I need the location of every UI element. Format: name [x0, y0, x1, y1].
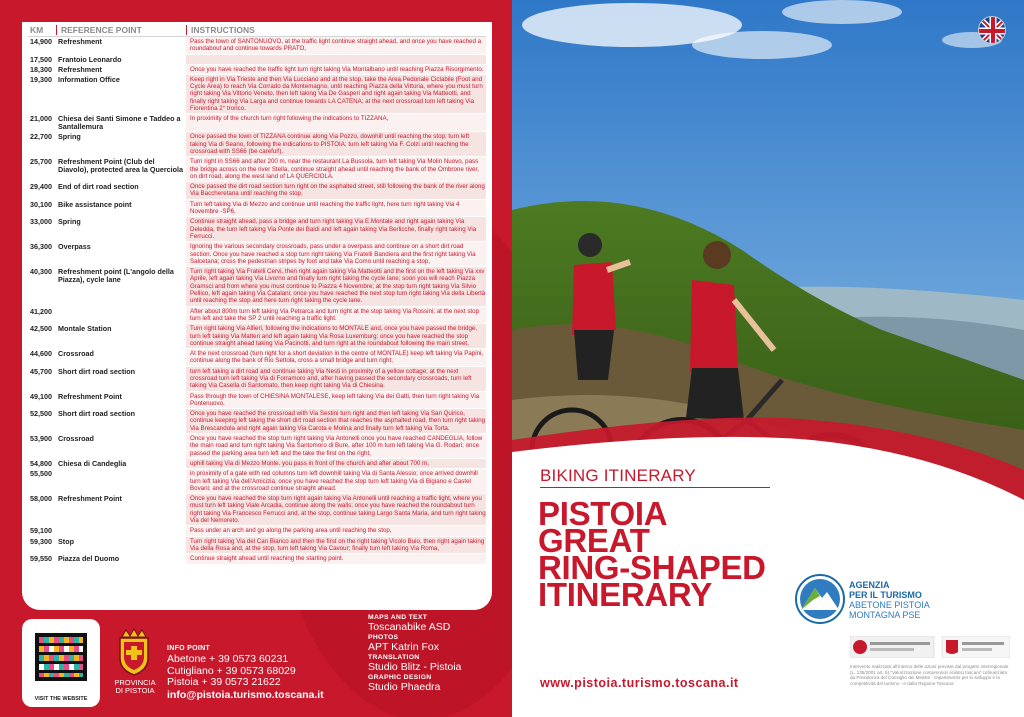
cell-instructions: Once you have reached the stop turn right again taking Via Antonelli until reaching a traffic light, where you must turn left taking Viale Arcadia, continue along the walls; once you have reached the roundabout turn right taking Via Francesco Ferrucci and, at the stop, continue taking Largo Santa Maria, and turn right taking Via del Nemoreto. — [186, 494, 486, 525]
cell-km: 59,100 — [30, 526, 52, 536]
fine-print: Intervento realizzato all'interno delle azioni previste dal progetto interregionale (L. 135/2001 art. 5) "Valorizzazione comprensori sciistici toscani" cofinanziato da Presidenza del Consiglio dei Ministri - Dipartimento per lo sviluppo e la competitività del turismo - e dalla Regione Toscana — [850, 664, 1009, 686]
cell-instructions: turn left taking a dirt road and continue taking Via Nesti in proximity of a yellow cottage; at the next crossroad turn left taking Via di Forramoro and, after having passed the secondary crossroads, turn left taking Via Casella di Santomato, then keep right taking Via di Chiesina. — [186, 367, 486, 391]
table-row — [28, 132, 486, 157]
table-row — [28, 324, 486, 349]
table-row — [28, 349, 486, 367]
cell-km: 29,400 — [30, 182, 52, 192]
partner-logos — [850, 636, 1010, 658]
credit-heading: TRANSLATION — [368, 654, 420, 661]
cell-km: 22,700 — [30, 132, 52, 142]
table-row — [28, 469, 486, 494]
cell-km: 18,300 — [30, 64, 52, 74]
info-phone-abetone: Abetone + 39 0573 60231 — [167, 653, 289, 665]
table-row — [28, 526, 486, 536]
table-row — [28, 267, 486, 306]
cell-reference: Refreshment Point — [58, 494, 122, 504]
header-instructions: INSTRUCTIONS — [186, 25, 486, 35]
cell-instructions: Once passed the dirt road section turn right on the asphalted street, still following the bank of the river along Via Baccheretana until reaching the stop, — [186, 182, 486, 199]
cell-reference: Spring — [58, 217, 81, 227]
table-row — [28, 554, 486, 564]
cell-instructions: uphill taking Via di Mezzo Monte, you pass in front of the church and after about 700 m, — [186, 459, 486, 468]
agency-mountain-logo-icon — [795, 574, 845, 624]
website-link[interactable]: www.pistoia.turismo.toscana.it — [540, 676, 739, 690]
cell-reference: Short dirt road section — [58, 409, 136, 419]
credit-value: Studio Phaedra — [368, 681, 441, 693]
table-body — [28, 37, 486, 565]
table-row — [28, 459, 486, 469]
info-phone-cutigliano: Cutigliano + 39 0573 68029 — [167, 664, 296, 677]
cell-reference: Refreshment — [58, 37, 102, 46]
qr-label: VISIT THE WEBSITE — [34, 696, 88, 702]
cell-km: 53,900 — [30, 434, 52, 444]
cell-instructions: Ignoring the various secondary crossroads, pass under a overpass and continue on a short dirt road section. Once you have reached a stop turn right taking Via Fratelli Bandiera and the first right taking Via Salcetana; cross the pedestrian stripes by foot and take Via Como until reaching a stop, — [186, 242, 486, 266]
table-row — [28, 537, 486, 555]
cell-reference: Refreshment Point — [58, 391, 122, 401]
cell-instructions: Once you have reached the crossroad with Via Sestini turn right and then left taking Via San Quirico, continue keeping left taking the short dirt road section that reaches the asphalted road, then turn right taking Via Brescandola and right again taking Via Carota e Molina and finally turn left taking Via Torta. — [186, 409, 486, 433]
credit-heading: MAPS AND TEXT — [368, 614, 428, 621]
cell-instructions: At the next crossroad (turn right for a short deviation in the centre of MONTALE) keep left taking Via Papini, continue along the bank of Rio Settola, cross a small bridge and turn right, — [186, 349, 486, 366]
qr-code-icon — [35, 633, 87, 681]
cell-reference: Piazza del Duomo — [58, 554, 120, 564]
cell-km: 49,100 — [30, 391, 52, 401]
credit-heading: GRAPHIC DESIGN — [368, 674, 432, 681]
header-reference: REFERENCE POINT — [56, 25, 186, 35]
table-row — [28, 242, 486, 267]
cell-km: 17,500 — [30, 54, 52, 64]
cell-km: 59,300 — [30, 536, 52, 546]
cell-reference: Information Office — [58, 74, 120, 84]
cell-instructions: Turn right taking Via del Can Bianco and then the first on the right taking Vicolo Buio, then right again taking Via della Rosa and, at the stop, turn left taking Via Cavour; finally turn left taking Via Roma, — [186, 537, 486, 554]
cell-instructions: Once you have reached the traffic light turn right taking Via Montalbano until reaching Piazza Risorgimento. — [186, 65, 486, 74]
cell-km: 19,300 — [30, 74, 52, 84]
cell-instructions: Turn right taking Via Alfieri, following the indications to MONTALE and, once you have passed the bridge, turn left taking Via Matteri and left again taking Via Rosa Luxemburg; once you have reached the stop continue straight ahead taking Via Pacinotti, and turn right at the roundabout following the main street, — [186, 324, 486, 348]
table-row — [28, 200, 486, 218]
cell-reference — [56, 526, 186, 535]
table-row — [28, 182, 486, 200]
cell-reference: Refreshment Point (Club del Diavolo), protected area la Querciola — [58, 157, 184, 175]
cell-instructions: In proximity of the church turn right following the indications to TIZZANA, — [186, 114, 486, 131]
cell-km: 44,600 — [30, 349, 52, 359]
table-row — [28, 65, 486, 75]
cell-km: 14,900 — [30, 37, 52, 46]
cell-reference: Refreshment point (L'angolo della Piazza), cycle lane — [58, 267, 174, 285]
cell-km: 36,300 — [30, 242, 52, 252]
cover-subtitle: BIKING ITINERARY — [540, 466, 696, 485]
cell-instructions: Turn right taking Via Fratelli Cervi, then right again taking Via Matteotti and the first on the left taking Via xxv Aprile, left again taking Via Livorno and finally turn right taking the cycle lane; soon you will reach Piazza Gramsci and from where you must continue to Piazza 4 Novembre; at the stop turn right taking Via Silvio Pellico, left again taking Via Catalani; once you have reached the next stop turn right taking Via della Libertà until reaching the stop and here turn right taking the cycle lane. — [186, 267, 486, 305]
cell-km: 25,700 — [30, 157, 52, 167]
cell-km: 45,700 — [30, 366, 52, 376]
cell-km: 42,500 — [30, 324, 52, 334]
info-phone-pistoia: Pistoia + 39 0573 21622 — [167, 676, 281, 688]
subtitle-rule — [540, 487, 770, 488]
province-label: PROVINCIA DI PISTOIA — [114, 678, 156, 695]
table-row — [28, 157, 486, 182]
credit-value: Studio Blitz - Pistoia — [368, 661, 462, 673]
cell-reference — [56, 469, 186, 493]
cover-title: PISTOIA GREAT RING-SHAPED ITINERARY — [538, 495, 766, 613]
cell-reference: Chiesa dei Santi Simone e Taddeo a Santallemura — [58, 114, 181, 132]
cell-reference: Spring — [58, 132, 81, 142]
cell-instructions: Pass through the town of CHIESINA MONTALESE, keep left taking Via dei Gatti, then turn right taking Via Pontenuovo. — [186, 392, 486, 409]
credit-heading: PHOTOS — [368, 634, 399, 641]
itinerary-table — [22, 22, 492, 610]
cell-instructions: Pass under an arch and go along the parking area until reaching the stop, — [186, 526, 486, 535]
cell-reference: Bike assistance point — [58, 199, 132, 209]
cell-km: 40,300 — [30, 267, 52, 277]
table-row — [28, 307, 486, 325]
cell-reference — [56, 307, 186, 324]
cell-km: 54,800 — [30, 458, 52, 468]
table-row — [28, 434, 486, 459]
cell-instructions: Keep right in Via Trieste and then Via Lucciano and at the stop, take the Area Pedonale Ciclabile (Foot and Cycle Area) to reach Via Corrado da Montemagno, until reaching Piazza della Vittoria, where you must turn right taking Via Vittorio Veneto, then left taking Via De Gasperi and right again taking Via Matteotti, and finally right taking Via Larga and continue towards LA CATENA; at the next crossroad turn left taking Via Fiorentina 2° tronco. — [186, 75, 486, 113]
cell-km: 55,500 — [30, 469, 52, 479]
table-header — [28, 24, 486, 37]
cell-reference: Overpass — [58, 242, 91, 252]
cell-km: 30,100 — [30, 199, 52, 209]
cell-km: 21,000 — [30, 114, 52, 124]
qr-code-card[interactable] — [22, 619, 100, 707]
cell-reference: End of dirt road section — [58, 182, 139, 192]
table-row — [28, 409, 486, 434]
credit-value: APT Katrin Fox — [368, 641, 439, 653]
cell-km: 58,000 — [30, 494, 52, 504]
cell-instructions: Turn right in SS66 and after 200 m, near the restaurant La Bussola, turn left taking Via Molin Nuovo, pass the bridge across on the river Stella, continue straight ahead until reaching the bank of the Ombrone river, on dirt road, along the west land of LA QUERCIOLA. — [186, 157, 486, 181]
info-point — [167, 645, 324, 701]
credit-value: Toscanabike ASD — [368, 621, 451, 633]
cell-instructions: Turn left taking Via di Mezzo and continue until reaching the traffic light, here turn right taking Via 4 Novembre -SP6, — [186, 200, 486, 217]
table-row — [28, 55, 486, 65]
header-km: KM — [30, 25, 44, 35]
cell-reference: Crossroad — [58, 434, 94, 444]
cell-km: 33,000 — [30, 217, 52, 227]
cell-reference: Short dirt road section — [58, 366, 136, 376]
table-row — [28, 392, 486, 410]
cover-panel — [512, 0, 1024, 717]
cell-instructions: Continue straight ahead until reaching the starting point. — [186, 554, 486, 563]
cell-reference: Crossroad — [58, 349, 94, 359]
cell-km: 52,500 — [30, 409, 52, 419]
cell-instructions: Once you have reached the stop turn right taking Via Antonelli once you have reached CANDEGLIA, follow the main road and turn right taking Via Santomoro di Bure, after 100 m turn left taking Via G. Rodari; once passed the parking area turn left and the take the first on the right, — [186, 434, 486, 458]
cell-km: 41,200 — [30, 306, 52, 316]
cell-instructions: in proximity of a gate with red columns turn left downhill taking Via di Santa Alessio; once arrived downhill turn left taking Via dell'Amicizia; once you have reached the stop turn left taking Via di Bigiano e Castel Bovani; and at the crossroad continue straight ahead. — [186, 469, 486, 493]
table-row — [28, 217, 486, 242]
cell-instructions — [186, 55, 486, 64]
cell-reference: Chiesa di Candeglia — [58, 458, 127, 468]
agency-name: AGENZIA PER IL TURISMO ABETONE PISTOIA MONTAGNA PSE — [849, 580, 930, 620]
cell-instructions: After about 800m turn left taking Via Petrarca and turn right at the stop taking Via Rossini; at the next stop turn left and take the SP 2 until reaching a traffic light. — [186, 307, 486, 324]
table-row — [28, 37, 486, 55]
info-email-link[interactable]: info@pistoia.turismo.toscana.it — [167, 688, 324, 701]
cell-reference: Montale Station — [58, 324, 112, 334]
info-heading: INFO POINT — [167, 645, 211, 652]
cell-instructions: Pass the town of SANTONUOVO, at the traffic light continue straight ahead, and once you have reached a roundabout and continue towards PRATO, — [186, 37, 486, 54]
credits — [368, 614, 461, 694]
cell-instructions: Continue straight ahead, pass a bridge and turn right taking Via E.Montale and right again taking Via Deledda, the turn left taking Via Ponte dei Baldi and left again taking Via Berlicche, finally right taking Via Ferrucci. — [186, 217, 486, 241]
table-row — [28, 367, 486, 392]
cell-instructions: Once passed the town of TIZZANA continue along Via Pozzo, downhill until reaching the stop; turn left taking Via di Seano, following the indications to PISTOIA; turn left taking Via F. Colzi until reaching the crossroad with SS66 (be careful!). — [186, 132, 486, 156]
table-row — [28, 494, 486, 526]
cell-reference: Refreshment — [58, 64, 102, 74]
table-row — [28, 114, 486, 132]
table-row — [28, 75, 486, 114]
cell-reference: Stop — [58, 536, 74, 546]
cell-km: 59,550 — [30, 554, 52, 564]
cell-reference: Frantoio Leonardo — [58, 54, 122, 64]
province-crest-icon — [114, 628, 154, 676]
